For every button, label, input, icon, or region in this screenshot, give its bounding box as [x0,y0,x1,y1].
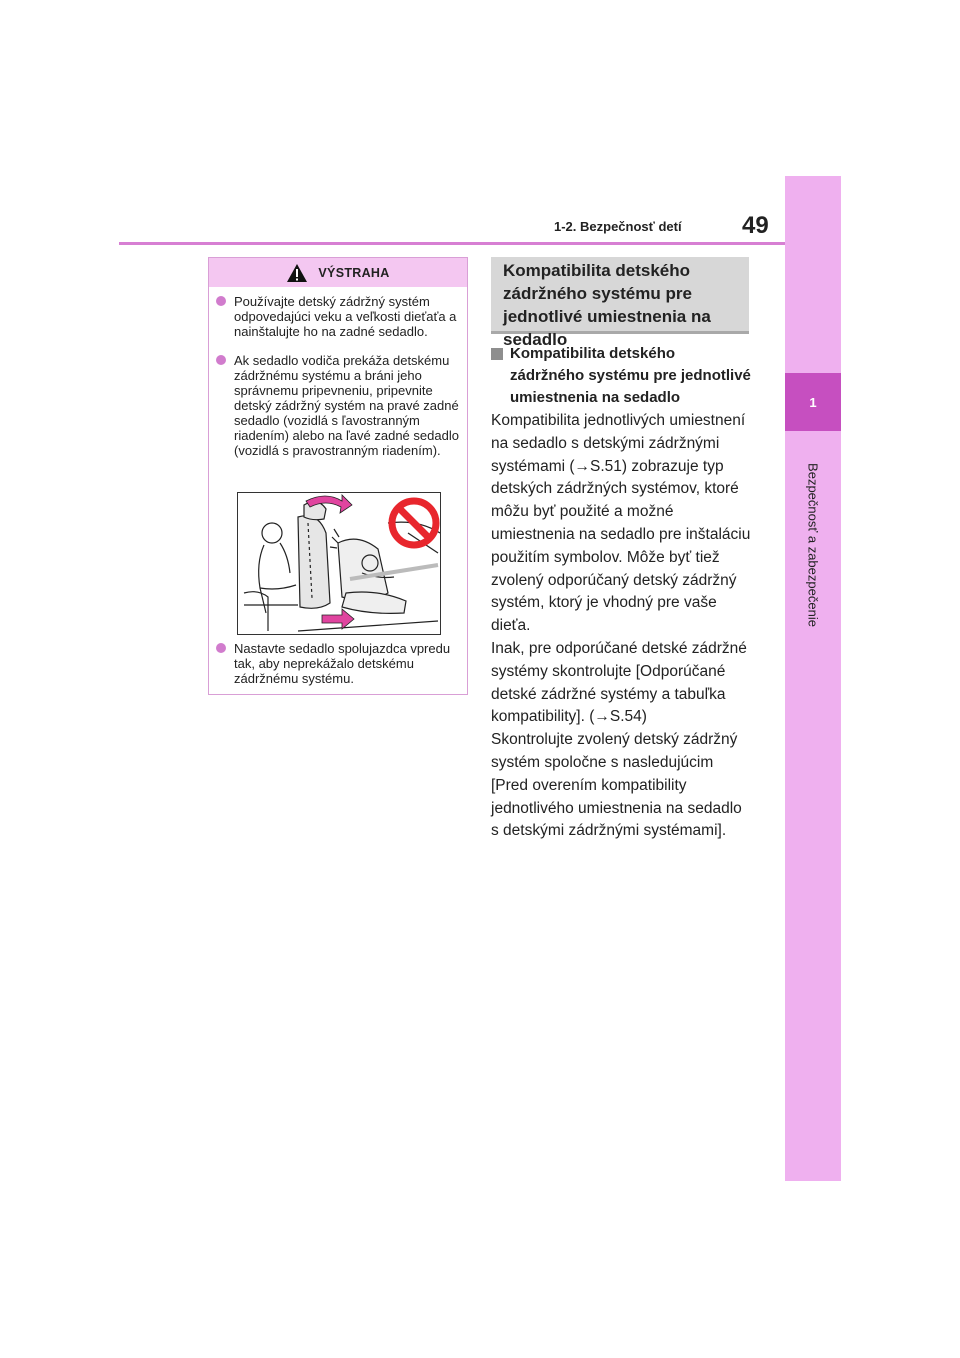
seat-illustration [237,492,441,635]
warning-triangle-icon [286,263,308,283]
bullet-icon [216,643,226,653]
bullet-icon [216,296,226,306]
warning-box [208,257,468,695]
chapter-label: Bezpečnosť a zabezpečenie [805,463,821,627]
square-bullet-icon [491,348,503,360]
prohibition-icon [392,501,436,545]
section-heading: Kompatibilita detského zádržného systému pre jednotlivé umiestnenia na sedadlo [503,261,711,349]
warning-header [209,258,467,287]
warning-item-text: Ak sedadlo vodiča prekáža detskému zádržnému systému a bráni jeho správnemu pripevneniu, pripevnite detský zádržný systém na pravé zadné sedadlo (vozidlá s ľavostranným riadením) alebo na ľavé zadné sedadlo (vozidlá s pravostranným riadením). [234,353,459,458]
header-divider [119,242,785,245]
subheading-text: Kompatibilita detského zádržného systému pre jednotlivé umiestnenia na sedadlo [510,345,751,406]
warning-item [214,353,467,458]
section-title: 1-2. Bezpečnosť detí [554,219,682,234]
subheading [491,343,753,409]
paragraph: Kompatibilita jednotlivých umiestnení na sedadlo s detskými zádržnými systémami (→S.51) zobrazuje typ detských zádržných systémov, ktoré môžu byť použité a možné umiestnenia na sedadlo pre inštaláciu použitím symbolov. Môže byť tiež zvolený odporúčaný detský zádržný systém, ktorý je vhodný pre vaše dieťa. [491,412,751,635]
chapter-number: 1 [809,394,817,410]
warning-item [214,641,467,686]
paragraph: Inak, pre odporúčané detské zádržné systémy skontrolujte [Odporúčané detské zádržné systémy a tabuľka kompatibility]. (→S.54) [491,639,747,726]
paragraph: Skontrolujte zvolený detský zádržný systém spoločne s nasledujúcim [Pred overením kompatibility jednotlivého umiestnenia na sedadlo s detskými zádržnými systémami]. [491,731,742,840]
seat-interference-figure [238,493,440,634]
chapter-number-box [785,373,841,431]
warning-title: VÝSTRAHA [318,265,390,280]
body-text [491,410,753,843]
page-number: 49 [742,212,769,239]
section-heading-box [491,257,749,349]
warning-item-text: Nastavte sedadlo spolujazdca vpredu tak, aby neprekážalo detskému zádržnému systému. [234,641,451,686]
bullet-icon [216,355,226,365]
warning-item [214,294,467,339]
chapter-side-tab [785,176,841,1181]
warning-item-text: Používajte detský zádržný systém odpovedajúci veku a veľkosti dieťaťa a nainštalujte ho na zadné sedadlo. [234,294,457,339]
